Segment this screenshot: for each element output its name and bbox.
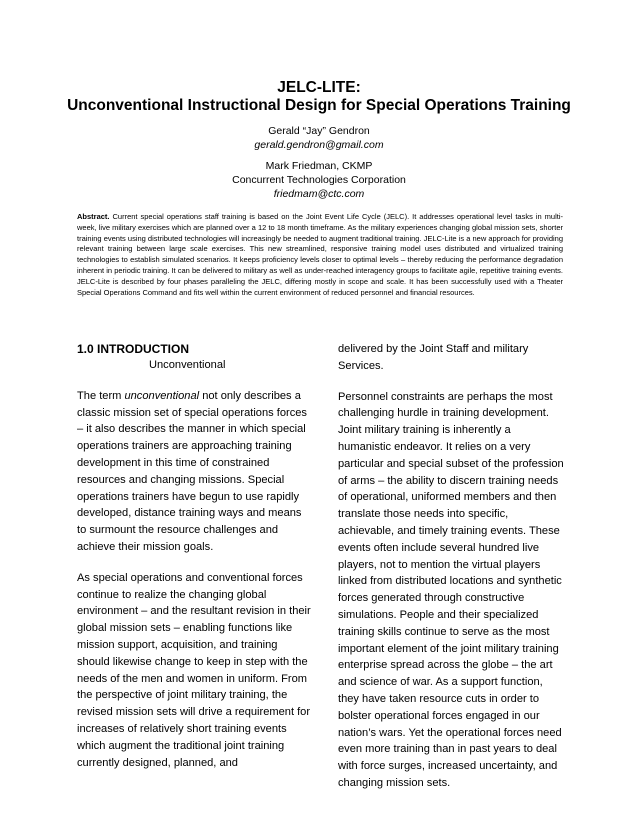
- left-column: [77, 341, 312, 771]
- author-2-org: Concurrent Technologies Corporation: [232, 174, 406, 186]
- paragraph-1: The term unconventional not only describes a classic mission set of special operations forces – it also describes the manner in which special operations trainers are approaching training development in this time of constrained resources and changing missions. Special operations trainers have begun to use rapidly developed, distance training ways and means to surmount the resource challenges and achieve their mission goals.: [77, 389, 307, 553]
- paper-title-line-1: JELC-LITE:: [277, 79, 361, 96]
- right-column: [338, 341, 566, 792]
- paragraph-2-part-2: delivered by the Joint Staff and military Services.: [338, 343, 529, 372]
- abstract-label: Abstract.: [77, 212, 110, 221]
- abstract-text: Current special operations staff training is based on the Joint Event Life Cycle (JELC). It addresses operational level tasks in multi-week, live military exercises which are planned over a 12 to 18 month timeframe. As the military experiences changing global mission sets, shorter training events using distributed technologies will increasingly be needed to augment traditional training. JELC-Lite is a new approach for providing relevant training between large scale exercises. This new streamlined, responsive training model uses distributed and virtualized training technologies to establish simulated scenarios. It keeps proficiency levels closer to optimal levels – thereby reducing the performance degradation inherent in periodic training. It can be delivered to military as well as under-reached interagency groups to facilitate agile, repetitive training events. JELC-Lite is described by four phases paralleling the JELC, differing mostly in scope and scale. It has been successfully used with a Theater Special Operations Command and fits well within the current environment of reduced personnel and financial resources.: [77, 212, 563, 297]
- author-1-email: gerald.gendron@gmail.com: [254, 139, 384, 151]
- paragraph-2-part-1: As special operations and conventional forces continue to realize the changing global environment – and the resultant revision in their global mission sets – enabling functions like mission support, acquisition, and training should likewise change to keep in step with the needs of the men and women in uniform. From the perspective of joint military training, the revised mission sets will drive a requirement for increases of relatively short training events which augment the traditional joint training currently designed, planned, and: [77, 571, 311, 769]
- author-1-name: Gerald “Jay” Gendron: [268, 125, 370, 137]
- paragraph-3: Personnel constraints are perhaps the most challenging hurdle in training development. Joint military training is inherently a humanistic endeavor. It relies on a very particular and special subset of the profession of arms – the ability to discern training needs of operational, uniformed members and then translate those needs into specific, achievable, and timely training events. These events often include several hundred live players, not to mention the virtual players linked from distributed locations and synthetic forces generated through constructive simulations. People and their specialized training skills continue to serve as the most important element of the joint military training enterprise spread across the globe – the art and science of war. As a support function, they have taken resource cuts in order to bolster operational forces engaged in our nation’s wars. Yet the operational forces need even more training than in past years to deal with force surges, increased uncertainty, and changing mission sets.: [338, 390, 564, 789]
- author-2-name: Mark Friedman, CKMP: [265, 160, 373, 172]
- abstract: [77, 212, 563, 298]
- section-subheading: Unconventional: [149, 359, 226, 371]
- paper-title-line-2: Unconventional Instructional Design for Special Operations Training: [67, 97, 571, 114]
- section-heading: 1.0 INTRODUCTION: [77, 342, 190, 356]
- author-2-email: friedmam@ctc.com: [273, 188, 365, 200]
